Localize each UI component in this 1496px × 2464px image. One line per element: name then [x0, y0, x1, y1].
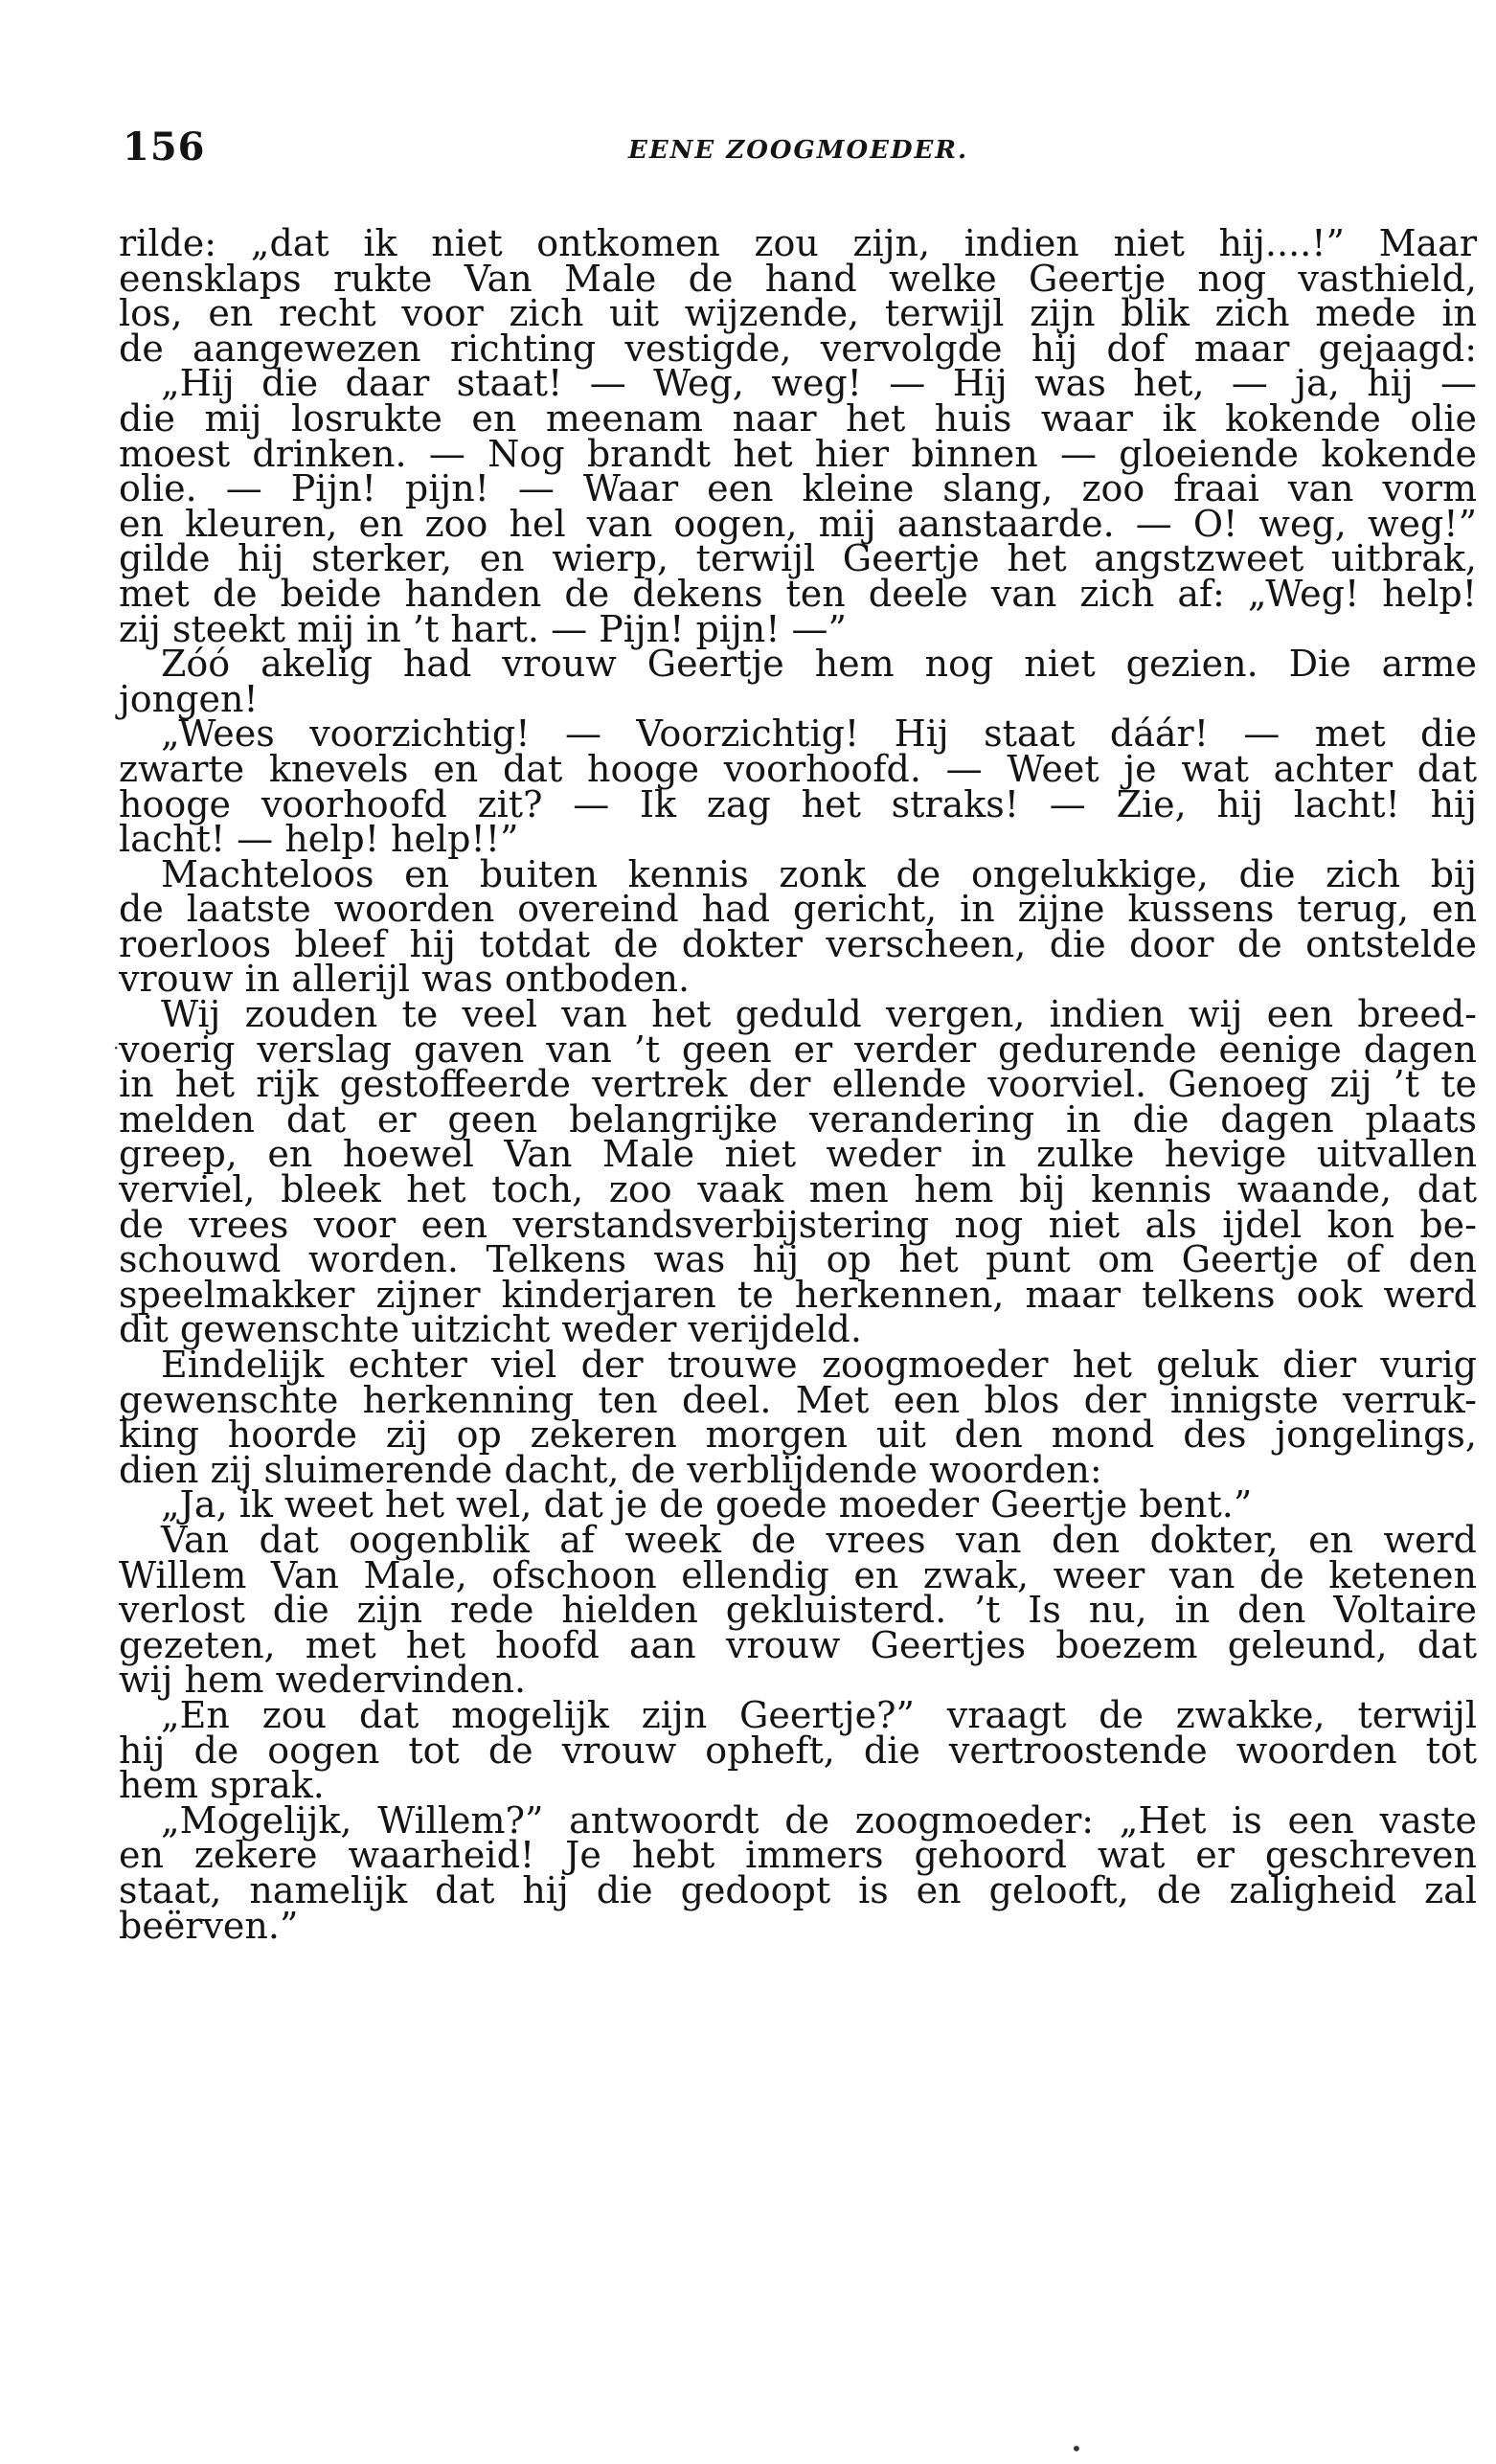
page-header — [123, 124, 1473, 172]
text-line: melden dat er geen belangrijke verandering in die dagen plaats — [119, 1097, 1477, 1141]
text-line: dien zij sluimerende dacht, de verblijdende woorden: — [119, 1448, 1102, 1491]
text-line: met de beide handen de dekens ten deele van zich af: „Weg! help! — [119, 572, 1477, 615]
text-line: Willem Van Male, ofschoon ellendig en zwak, weer van de ketenen — [119, 1553, 1477, 1596]
text-line: in het rijk gestoffeerde vertrek der ellende voorviel. Genoeg zij ’t te — [119, 1063, 1477, 1106]
text-line: staat, namelijk dat hij die gedoopt is en gelooft, de zaligheid zal — [119, 1868, 1477, 1911]
text-line: gezeten, met het hoofd aan vrouw Geertjes boezem geleund, dat — [119, 1623, 1477, 1666]
text-line: greep, en hoewel Van Male niet weder in zulke hevige uitvallen — [119, 1133, 1477, 1176]
body-text — [119, 222, 1477, 1947]
text-line: wij hem wedervinden. — [119, 1659, 527, 1702]
text-line: gewenschte herkenning ten deel. Met een blos der innigste verruk- — [119, 1378, 1477, 1421]
text-line: Eindelijk echter viel der trouwe zoogmoeder het geluk dier vurig — [161, 1344, 1477, 1386]
text-line: rilde: „dat ik niet ontkomen zou zijn, indien niet hij....!” Maar — [119, 222, 1477, 264]
text-line: verviel, bleek het toch, zoo vaak men hem bij kennis waande, dat — [119, 1168, 1477, 1211]
text-line: eensklaps rukte Van Male de hand welke Geertje nog vasthield, — [119, 257, 1477, 300]
text-line: gilde hij sterker, en wierp, terwijl Geertje het angstzweet uitbrak, — [119, 537, 1477, 580]
text-line: verlost die zijn rede hielden gekluisterd. ’t Is nu, in den Voltaire — [119, 1589, 1477, 1632]
text-line: los, en recht voor zich uit wijzende, terwijl zijn blik zich mede in — [119, 292, 1477, 335]
text-line: vrouw in allerijl was ontboden. — [119, 958, 691, 1001]
text-line: schouwd worden. Telkens was hij op het punt om Geertje of den — [119, 1238, 1477, 1281]
text-line: hooge voorhoofd zit? — Ik zag het straks! — Zie, hij lacht! hij — [119, 782, 1477, 825]
text-line: de laatste woorden overeind had gericht, in zijne kussens terug, en — [119, 888, 1477, 931]
bottom-dot: • — [1071, 2437, 1082, 2460]
text-line: „Hij die daar staat! — Weg, weg! — Hij was het, — ja, hij — — [161, 362, 1477, 405]
text-line: olie. — Pijn! pijn! — Waar een kleine slang, zoo fraai van vorm — [119, 467, 1477, 510]
text-line: zij steekt mij in ’t hart. — Pijn! pijn! —” — [119, 607, 847, 650]
text-line: de aangewezen richting vestigde, vervolgde hij dof maar gejaagd: — [119, 327, 1477, 370]
text-line: „Mogelijk, Willem?” antwoordt de zoogmoeder: „Het is een vaste — [161, 1798, 1477, 1842]
text-line: „En zou dat mogelijk zijn Geertje?” vraagt de zwakke, terwijl — [161, 1693, 1477, 1736]
text-line: Van dat oogenblik af week de vrees van den dokter, en werd — [161, 1518, 1477, 1561]
margin-dot: · — [113, 1036, 120, 1059]
text-line: en zekere waarheid! Je hebt immers gehoord wat er geschreven — [119, 1834, 1477, 1877]
text-line: king hoorde zij op zekeren morgen uit den mond des jongelings, — [119, 1413, 1477, 1457]
text-line: speelmakker zijner kinderjaren te herkennen, maar telkens ook werd — [119, 1273, 1477, 1316]
text-line: moest drinken. — Nog brandt het hier binnen — gloeiende kokende — [119, 432, 1477, 475]
text-line: Machteloos en buiten kennis zonk de ongelukkige, die zich bij — [161, 852, 1477, 895]
page-number: 156 — [123, 124, 206, 170]
text-line: „Ja, ik weet het wel, dat je de goede moeder Geertje bent.” — [161, 1483, 1253, 1526]
text-line: de vrees voor een verstandsverbijstering nog niet als ijdel kon be- — [119, 1203, 1477, 1246]
text-line: hij de oogen tot de vrouw opheft, die vertroostende woorden tot — [119, 1729, 1477, 1772]
text-line: roerloos bleef hij totdat de dokter verscheen, die door de ontstelde — [119, 922, 1477, 965]
text-line: Zóó akelig had vrouw Geertje hem nog niet gezien. Die arme — [161, 643, 1477, 686]
text-line: lacht! — help! help!!” — [119, 818, 519, 861]
text-line: zwarte knevels en dat hooge voorhoofd. — Weet je wat achter dat — [119, 747, 1477, 790]
text-line: jongen! — [119, 677, 259, 720]
text-line: „Wees voorzichtig! — Voorzichtig! Hij staat dáár! — met die — [161, 712, 1477, 756]
text-line: die mij losrukte en meenam naar het huis waar ik kokende olie — [119, 396, 1477, 440]
text-line: en kleuren, en zoo hel van oogen, mij aanstaarde. — O! weg, weg!” — [119, 502, 1477, 545]
text-line: beërven.” — [119, 1904, 299, 1947]
running-title: EENE ZOOGMOEDER. — [628, 136, 969, 165]
text-line: dit gewenschte uitzicht weder verijdeld. — [119, 1308, 862, 1351]
text-line: voerig verslag gaven van ’t geen er verder gedurende eenige dagen — [119, 1028, 1477, 1071]
text-line: Wij zouden te veel van het geduld vergen, indien wij een breed- — [161, 993, 1477, 1036]
text-line: hem sprak. — [119, 1764, 325, 1807]
